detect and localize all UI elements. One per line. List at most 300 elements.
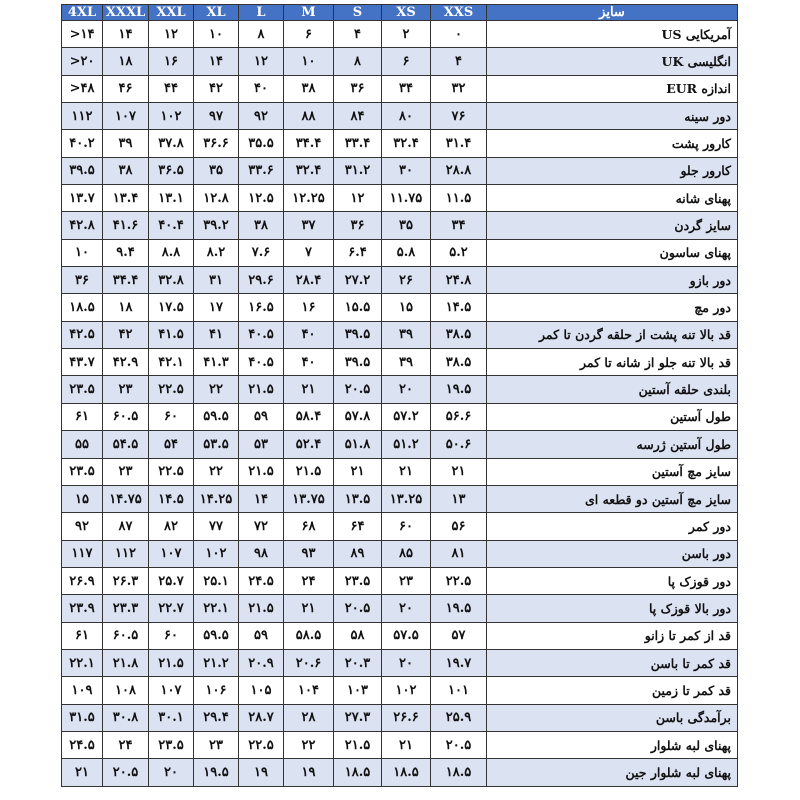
cell-s: ۸۴ — [334, 103, 382, 130]
cell-4xl: ۲۱ — [62, 759, 103, 787]
row-label: بلندی حلقه آستین — [487, 376, 738, 403]
cell-xs: ۵.۸ — [382, 239, 431, 266]
cell-xl: ۲۵.۱ — [194, 567, 239, 594]
table-row — [62, 130, 738, 157]
row-label: دور بالا قوزک پا — [487, 595, 738, 622]
cell-m: ۳۴.۴ — [284, 130, 334, 157]
cell-m: ۱۶ — [284, 294, 334, 321]
column-header-xl: XL — [194, 5, 239, 21]
cell-4xl: ۳۱.۵ — [62, 704, 103, 731]
cell-m: ۲۱ — [284, 595, 334, 622]
cell-l: ۱۴ — [239, 485, 284, 512]
cell-xs: ۵۷.۲ — [382, 403, 431, 430]
cell-xs: ۱۱.۷۵ — [382, 185, 431, 212]
row-label: دور باسن — [487, 540, 738, 567]
row-label: پهنای لبه شلوار — [487, 731, 738, 758]
cell-xxxl: ۴۲ — [103, 321, 149, 348]
cell-s: ۱۳.۵ — [334, 485, 382, 512]
cell-xxl: ۱۰۲ — [149, 103, 194, 130]
row-label: پهنای ساسون — [487, 239, 738, 266]
cell-xs: ۲۶ — [382, 267, 431, 294]
cell-xs: ۸۵ — [382, 540, 431, 567]
cell-m: ۲۸.۴ — [284, 267, 334, 294]
cell-s: ۱۰۳ — [334, 677, 382, 704]
size-chart-table — [61, 4, 738, 787]
table-row — [62, 513, 738, 540]
cell-4xl: ۲۶.۹ — [62, 567, 103, 594]
cell-4xl: ۲۴.۵ — [62, 731, 103, 758]
cell-xs: ۲۶.۶ — [382, 704, 431, 731]
cell-xxl: ۴۱.۵ — [149, 321, 194, 348]
cell-xs: ۱۵ — [382, 294, 431, 321]
cell-xl: ۱۷ — [194, 294, 239, 321]
cell-l: ۵۹ — [239, 622, 284, 649]
cell-l: ۳۸ — [239, 212, 284, 239]
table-row — [62, 185, 738, 212]
cell-m: ۱۲.۲۵ — [284, 185, 334, 212]
cell-xs: ۲۰ — [382, 376, 431, 403]
cell-xxl: ۱۲ — [149, 21, 194, 48]
cell-s: ۶۴ — [334, 513, 382, 540]
cell-4xl: ۱۵ — [62, 485, 103, 512]
table-row — [62, 48, 738, 75]
cell-s: ۶.۴ — [334, 239, 382, 266]
cell-l: ۲۱.۵ — [239, 376, 284, 403]
cell-xl: ۱۲.۸ — [194, 185, 239, 212]
cell-4xl: ۴۳.۷ — [62, 349, 103, 376]
cell-l: ۲۰.۹ — [239, 649, 284, 676]
cell-xxxl: ۳۹ — [103, 130, 149, 157]
row-label: قد کمر تا زمین — [487, 677, 738, 704]
cell-4xl: ۴۲.۸ — [62, 212, 103, 239]
cell-4xl: ۳۹.۵ — [62, 157, 103, 184]
cell-xl: ۲۲.۱ — [194, 595, 239, 622]
cell-4xl: ۴۰.۲ — [62, 130, 103, 157]
cell-xs: ۸۰ — [382, 103, 431, 130]
cell-s: ۳۳.۴ — [334, 130, 382, 157]
table-header — [62, 5, 738, 21]
cell-xl: ۹۷ — [194, 103, 239, 130]
cell-m: ۲۱.۵ — [284, 458, 334, 485]
cell-xxl: ۱۰۷ — [149, 677, 194, 704]
cell-xxs: ۱۸.۵ — [431, 759, 487, 787]
row-label: قد بالا تنه جلو از شانه تا کمر — [487, 349, 738, 376]
table-row — [62, 376, 738, 403]
cell-xxs: ۱۴.۵ — [431, 294, 487, 321]
row-label: قد بالا تنه پشت از حلقه گردن تا کمر — [487, 321, 738, 348]
cell-m: ۱۹ — [284, 759, 334, 787]
cell-xxxl: ۱۱۲ — [103, 540, 149, 567]
cell-s: ۲۱ — [334, 458, 382, 485]
table-row — [62, 485, 738, 512]
cell-4xl: ۶۱ — [62, 403, 103, 430]
table-row — [62, 321, 738, 348]
cell-xl: ۲۱.۲ — [194, 649, 239, 676]
cell-4xl: ۲۳.۹ — [62, 595, 103, 622]
cell-l: ۷۲ — [239, 513, 284, 540]
cell-4xl: ۵۵ — [62, 431, 103, 458]
cell-xxxl: ۱۴ — [103, 21, 149, 48]
table-row — [62, 704, 738, 731]
cell-4xl: ۱۰ — [62, 239, 103, 266]
cell-xxl: ۲۲.۷ — [149, 595, 194, 622]
cell-s: ۲۳.۵ — [334, 567, 382, 594]
row-label: کارور پشت — [487, 130, 738, 157]
cell-l: ۱۰۵ — [239, 677, 284, 704]
cell-xxl: ۸۲ — [149, 513, 194, 540]
column-header-size: سایز — [487, 5, 738, 21]
cell-4xl: ۴۲.۵ — [62, 321, 103, 348]
cell-m: ۲۱ — [284, 376, 334, 403]
cell-4xl: ۹۲ — [62, 513, 103, 540]
cell-xs: ۳۲.۴ — [382, 130, 431, 157]
table-row — [62, 21, 738, 48]
cell-m: ۱۳.۷۵ — [284, 485, 334, 512]
cell-xxs: ۵.۲ — [431, 239, 487, 266]
table-row — [62, 349, 738, 376]
table-row — [62, 75, 738, 102]
cell-xxxl: ۲۴ — [103, 731, 149, 758]
row-label: سایز مچ آستین دو قطعه ای — [487, 485, 738, 512]
cell-xxl: ۲۳.۵ — [149, 731, 194, 758]
cell-m: ۵۸.۴ — [284, 403, 334, 430]
cell-l: ۱۶.۵ — [239, 294, 284, 321]
cell-s: ۸ — [334, 48, 382, 75]
row-label: دور سینه — [487, 103, 738, 130]
cell-s: ۳۶ — [334, 75, 382, 102]
cell-xl: ۳۵ — [194, 157, 239, 184]
cell-xs: ۲ — [382, 21, 431, 48]
cell-xs: ۲۱ — [382, 458, 431, 485]
cell-xl: ۱۰۶ — [194, 677, 239, 704]
cell-s: ۵۸ — [334, 622, 382, 649]
cell-xl: ۵۹.۵ — [194, 622, 239, 649]
cell-s: ۵۱.۸ — [334, 431, 382, 458]
column-header-m: M — [284, 5, 334, 21]
table-row — [62, 677, 738, 704]
cell-xxs: ۲۲.۵ — [431, 567, 487, 594]
cell-4xl: ۱۱۲ — [62, 103, 103, 130]
table-body — [62, 21, 738, 787]
cell-xxxl: ۱۰۷ — [103, 103, 149, 130]
cell-xxs: ۰ — [431, 21, 487, 48]
cell-s: ۳۹.۵ — [334, 321, 382, 348]
cell-m: ۶ — [284, 21, 334, 48]
table-row — [62, 267, 738, 294]
cell-xl: ۱۰۲ — [194, 540, 239, 567]
cell-xxxl: ۴۱.۶ — [103, 212, 149, 239]
cell-xxl: ۲۰ — [149, 759, 194, 787]
column-header-xxs: XXS — [431, 5, 487, 21]
cell-xl: ۴۲ — [194, 75, 239, 102]
cell-xs: ۲۳ — [382, 567, 431, 594]
table-row — [62, 403, 738, 430]
table-row — [62, 239, 738, 266]
cell-xl: ۱۰ — [194, 21, 239, 48]
cell-m: ۸۸ — [284, 103, 334, 130]
table-row — [62, 431, 738, 458]
cell-s: ۱۵.۵ — [334, 294, 382, 321]
table-row — [62, 622, 738, 649]
cell-xl: ۳۹.۲ — [194, 212, 239, 239]
cell-4xl: ۳۶ — [62, 267, 103, 294]
cell-l: ۲۸.۷ — [239, 704, 284, 731]
cell-xxs: ۲۱ — [431, 458, 487, 485]
cell-xxs: ۲۸.۸ — [431, 157, 487, 184]
column-header-xxl: XXL — [149, 5, 194, 21]
cell-xxl: ۲۲.۵ — [149, 376, 194, 403]
table-row — [62, 731, 738, 758]
cell-xxl: ۲۱.۵ — [149, 649, 194, 676]
cell-s: ۸۹ — [334, 540, 382, 567]
cell-4xl: ۶۱ — [62, 622, 103, 649]
cell-s: ۳۶ — [334, 212, 382, 239]
cell-xxs: ۳۱.۴ — [431, 130, 487, 157]
cell-xxxl: ۱۳.۴ — [103, 185, 149, 212]
cell-xl: ۲۲ — [194, 458, 239, 485]
cell-xxs: ۵۶ — [431, 513, 487, 540]
cell-xl: ۱۴ — [194, 48, 239, 75]
row-label: دور بازو — [487, 267, 738, 294]
cell-s: ۳۹.۵ — [334, 349, 382, 376]
cell-l: ۹۲ — [239, 103, 284, 130]
table-row — [62, 759, 738, 787]
cell-m: ۴۰ — [284, 349, 334, 376]
cell-xxxl: ۶۰.۵ — [103, 403, 149, 430]
column-header-s: S — [334, 5, 382, 21]
cell-xs: ۵۷.۵ — [382, 622, 431, 649]
cell-s: ۲۰.۳ — [334, 649, 382, 676]
table-row — [62, 458, 738, 485]
cell-l: ۱۲ — [239, 48, 284, 75]
cell-m: ۱۰ — [284, 48, 334, 75]
table-row — [62, 212, 738, 239]
cell-l: ۴۰ — [239, 75, 284, 102]
cell-4xl: ۲۳.۵ — [62, 376, 103, 403]
row-label: سایز گردن — [487, 212, 738, 239]
cell-xxxl: ۴۲.۹ — [103, 349, 149, 376]
cell-xl: ۴۱ — [194, 321, 239, 348]
column-header-xxxl: XXXL — [103, 5, 149, 21]
cell-xxxl: ۳۴.۴ — [103, 267, 149, 294]
cell-xxl: ۶۰ — [149, 622, 194, 649]
cell-xxs: ۱۹.۵ — [431, 376, 487, 403]
column-header-xs: XS — [382, 5, 431, 21]
cell-xl: ۳۱ — [194, 267, 239, 294]
table-row — [62, 595, 738, 622]
column-header-l: L — [239, 5, 284, 21]
column-header-4xl: 4XL — [62, 5, 103, 21]
cell-l: ۹۸ — [239, 540, 284, 567]
cell-xs: ۵۱.۲ — [382, 431, 431, 458]
cell-s: ۴ — [334, 21, 382, 48]
row-label: برآمدگی باسن — [487, 704, 738, 731]
cell-4xl: ۲۳.۵ — [62, 458, 103, 485]
table-row — [62, 157, 738, 184]
cell-xxs: ۱۰۱ — [431, 677, 487, 704]
cell-l: ۲۹.۶ — [239, 267, 284, 294]
row-label: آمریکایی US — [487, 21, 738, 48]
cell-l: ۲۴.۵ — [239, 567, 284, 594]
cell-l: ۵۳ — [239, 431, 284, 458]
cell-m: ۲۸ — [284, 704, 334, 731]
cell-l: ۵۹ — [239, 403, 284, 430]
cell-m: ۳۸ — [284, 75, 334, 102]
cell-xxl: ۱۳.۱ — [149, 185, 194, 212]
cell-m: ۹۳ — [284, 540, 334, 567]
cell-xxs: ۸۱ — [431, 540, 487, 567]
cell-xxxl: ۲۳ — [103, 458, 149, 485]
cell-xl: ۱۴.۲۵ — [194, 485, 239, 512]
cell-xxs: ۲۴.۸ — [431, 267, 487, 294]
cell-xxs: ۳۸.۵ — [431, 349, 487, 376]
cell-xxl: ۳۰.۱ — [149, 704, 194, 731]
cell-xxs: ۲۰.۵ — [431, 731, 487, 758]
table-row — [62, 294, 738, 321]
row-label: سایز مچ آستین — [487, 458, 738, 485]
row-label: انگلیسی UK — [487, 48, 738, 75]
row-label: پهنای لبه شلوار جین — [487, 759, 738, 787]
cell-l: ۴۰.۵ — [239, 321, 284, 348]
cell-4xl: ۱۳.۷ — [62, 185, 103, 212]
cell-xs: ۳۵ — [382, 212, 431, 239]
cell-4xl: ۱۸.۵ — [62, 294, 103, 321]
cell-xl: ۲۲ — [194, 376, 239, 403]
cell-xxl: ۲۲.۵ — [149, 458, 194, 485]
cell-xxxl: ۳۰.۸ — [103, 704, 149, 731]
cell-xs: ۱۸.۵ — [382, 759, 431, 787]
cell-xs: ۶ — [382, 48, 431, 75]
cell-l: ۱۹ — [239, 759, 284, 787]
cell-xs: ۳۹ — [382, 349, 431, 376]
cell-xxl: ۱۰۷ — [149, 540, 194, 567]
cell-xxxl: ۲۰.۵ — [103, 759, 149, 787]
cell-l: ۸ — [239, 21, 284, 48]
cell-4xl: >۴۸ — [62, 75, 103, 102]
row-label: قد کمر تا باسن — [487, 649, 738, 676]
cell-s: ۲۱.۵ — [334, 731, 382, 758]
cell-xxxl: ۶۰.۵ — [103, 622, 149, 649]
cell-xxl: ۴۴ — [149, 75, 194, 102]
cell-m: ۵۲.۴ — [284, 431, 334, 458]
row-label: دور قوزک پا — [487, 567, 738, 594]
cell-xxl: ۱۷.۵ — [149, 294, 194, 321]
cell-xxs: ۴ — [431, 48, 487, 75]
cell-xxs: ۲۵.۹ — [431, 704, 487, 731]
cell-xl: ۴۱.۳ — [194, 349, 239, 376]
cell-m: ۷ — [284, 239, 334, 266]
row-label: کارور جلو — [487, 157, 738, 184]
cell-s: ۱۸.۵ — [334, 759, 382, 787]
cell-xxl: ۴۲.۱ — [149, 349, 194, 376]
cell-m: ۳۷ — [284, 212, 334, 239]
cell-xs: ۳۰ — [382, 157, 431, 184]
cell-xxs: ۳۴ — [431, 212, 487, 239]
cell-s: ۲۷.۳ — [334, 704, 382, 731]
row-label: دور مچ — [487, 294, 738, 321]
cell-xxxl: ۵۴.۵ — [103, 431, 149, 458]
cell-xxs: ۱۹.۵ — [431, 595, 487, 622]
cell-m: ۲۴ — [284, 567, 334, 594]
cell-m: ۵۸.۵ — [284, 622, 334, 649]
cell-4xl: ۱۰۹ — [62, 677, 103, 704]
row-label: دور کمر — [487, 513, 738, 540]
cell-4xl: ۱۱۷ — [62, 540, 103, 567]
row-label: طول آستین ژرسه — [487, 431, 738, 458]
cell-m: ۳۲.۴ — [284, 157, 334, 184]
cell-m: ۶۸ — [284, 513, 334, 540]
cell-xxl: ۱۴.۵ — [149, 485, 194, 512]
cell-l: ۲۲.۵ — [239, 731, 284, 758]
cell-xxxl: ۲۳.۳ — [103, 595, 149, 622]
cell-xs: ۲۰ — [382, 649, 431, 676]
cell-xxs: ۷۶ — [431, 103, 487, 130]
cell-xxl: ۴۰.۴ — [149, 212, 194, 239]
cell-m: ۲۲ — [284, 731, 334, 758]
cell-s: ۲۰.۵ — [334, 595, 382, 622]
cell-s: ۲۰.۵ — [334, 376, 382, 403]
cell-xs: ۲۱ — [382, 731, 431, 758]
cell-l: ۷.۶ — [239, 239, 284, 266]
cell-xxs: ۳۸.۵ — [431, 321, 487, 348]
row-label: اندازه EUR — [487, 75, 738, 102]
cell-l: ۳۳.۶ — [239, 157, 284, 184]
cell-m: ۲۰.۶ — [284, 649, 334, 676]
cell-4xl: >۱۴ — [62, 21, 103, 48]
cell-xxs: ۵۶.۶ — [431, 403, 487, 430]
cell-xs: ۶۰ — [382, 513, 431, 540]
cell-xxxl: ۹.۴ — [103, 239, 149, 266]
cell-xxxl: ۲۶.۳ — [103, 567, 149, 594]
cell-s: ۱۲ — [334, 185, 382, 212]
cell-l: ۴۰.۵ — [239, 349, 284, 376]
cell-xxl: ۲۵.۷ — [149, 567, 194, 594]
cell-l: ۲۱.۵ — [239, 458, 284, 485]
cell-s: ۵۷.۸ — [334, 403, 382, 430]
cell-xxxl: ۴۶ — [103, 75, 149, 102]
cell-xl: ۸.۲ — [194, 239, 239, 266]
cell-xs: ۱۳.۲۵ — [382, 485, 431, 512]
cell-xxs: ۳۲ — [431, 75, 487, 102]
table-row — [62, 567, 738, 594]
cell-xxs: ۱۹.۷ — [431, 649, 487, 676]
cell-xxxl: ۱۸ — [103, 48, 149, 75]
cell-xxxl: ۱۴.۷۵ — [103, 485, 149, 512]
cell-4xl: ۲۲.۱ — [62, 649, 103, 676]
cell-m: ۴۰ — [284, 321, 334, 348]
cell-xxl: ۵۴ — [149, 431, 194, 458]
cell-xxs: ۵۷ — [431, 622, 487, 649]
cell-xs: ۳۴ — [382, 75, 431, 102]
header-row — [62, 5, 738, 21]
cell-s: ۲۷.۲ — [334, 267, 382, 294]
cell-4xl: >۲۰ — [62, 48, 103, 75]
cell-xxs: ۱۳ — [431, 485, 487, 512]
cell-xs: ۲۰ — [382, 595, 431, 622]
row-label: پهنای شانه — [487, 185, 738, 212]
cell-xl: ۲۳ — [194, 731, 239, 758]
cell-xxs: ۱۱.۵ — [431, 185, 487, 212]
cell-xxl: ۱۶ — [149, 48, 194, 75]
table-row — [62, 103, 738, 130]
cell-s: ۳۱.۲ — [334, 157, 382, 184]
cell-xl: ۵۹.۵ — [194, 403, 239, 430]
cell-xxl: ۳۷.۸ — [149, 130, 194, 157]
table-row — [62, 540, 738, 567]
cell-xs: ۳۹ — [382, 321, 431, 348]
cell-xxxl: ۸۷ — [103, 513, 149, 540]
cell-xxl: ۶۰ — [149, 403, 194, 430]
